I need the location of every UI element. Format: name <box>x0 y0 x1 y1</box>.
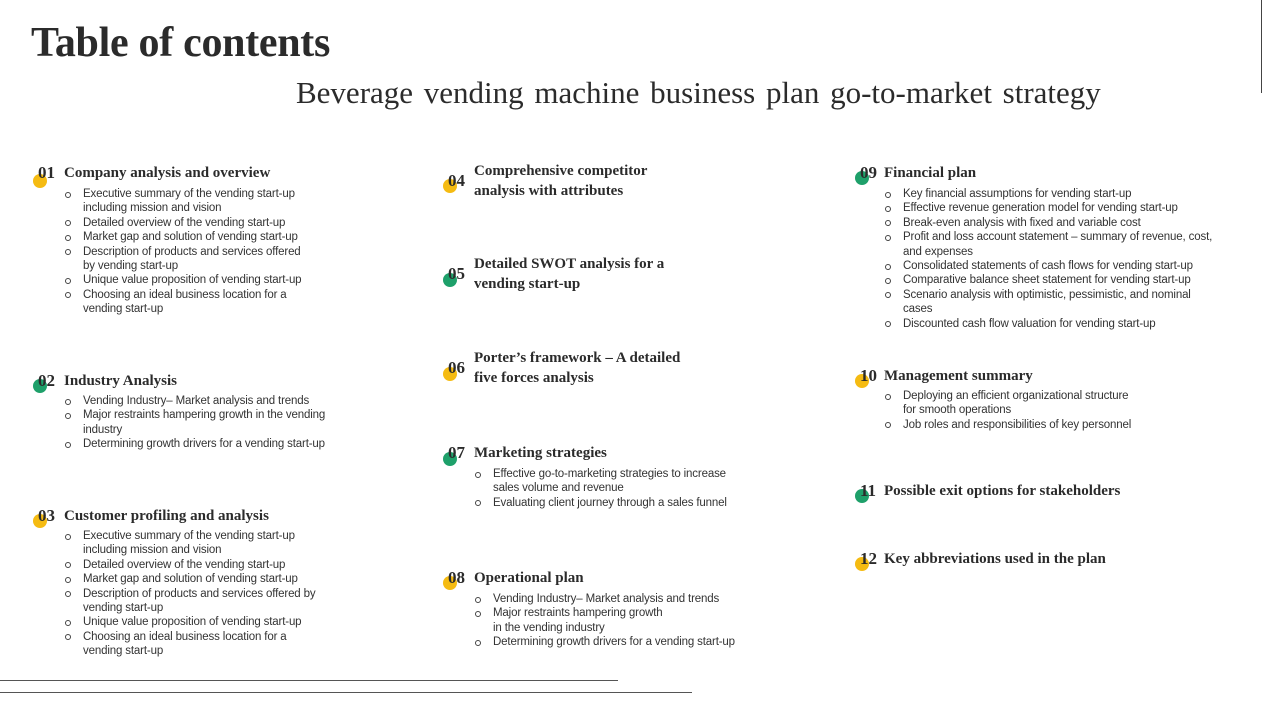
bullet-item: by vending start-up <box>83 260 178 273</box>
bullet-item: vending start-up <box>83 645 164 658</box>
section-title: Marketing strategies <box>474 445 607 461</box>
bullet-list <box>474 592 735 650</box>
section-title: Company analysis and overview <box>64 165 271 181</box>
section-title-line: Comprehensive competitor <box>474 163 648 179</box>
bullet-item: Executive summary of the vending start-up <box>64 529 315 543</box>
bullet-item: and expenses <box>903 245 973 258</box>
bullet-item: Major restraints hampering growth <box>474 606 735 620</box>
bullet-item: Description of products and services offered <box>64 245 301 259</box>
bullet-item: industry <box>83 423 123 436</box>
bullet-item: Evaluating client journey through a sales funnel <box>474 496 727 510</box>
bullet-item: Key financial assumptions for vending start-up <box>884 187 1212 201</box>
section-number: 05 <box>448 264 465 283</box>
bullet-item: Break-even analysis with fixed and variable cost <box>884 216 1212 230</box>
bullet-item: Unique value proposition of vending start-up <box>64 615 315 629</box>
bullet-item: Scenario analysis with optimistic, pessimistic, and nominal <box>884 288 1212 302</box>
bullet-item: Consolidated statements of cash flows for vending start-up <box>884 259 1212 273</box>
bullet-item: Job roles and responsibilities of key personnel <box>884 418 1131 432</box>
section-title-line: Porter’s framework – A detailed <box>474 350 681 366</box>
bullet-list <box>474 467 727 510</box>
bullet-item: including mission and vision <box>83 202 222 215</box>
bullet-item: Deploying an efficient organizational structure <box>884 389 1131 403</box>
section-number: 07 <box>448 443 465 462</box>
footer-divider <box>0 680 618 681</box>
bullet-item: for smooth operations <box>903 404 1012 417</box>
section-title-line: analysis with attributes <box>474 183 624 199</box>
bullet-item: Vending Industry– Market analysis and trends <box>474 592 735 606</box>
section-title-line: vending start-up <box>474 276 581 292</box>
section-number: 01 <box>38 163 55 182</box>
vertical-divider <box>1261 0 1262 93</box>
section-title-line: five forces analysis <box>474 370 594 386</box>
section-number: 08 <box>448 568 465 587</box>
bullet-item: Choosing an ideal business location for a <box>64 630 315 644</box>
bullet-item: Executive summary of the vending start-up <box>64 187 301 201</box>
bullet-item: in the vending industry <box>493 621 605 634</box>
section-title: Customer profiling and analysis <box>64 508 269 524</box>
bullet-item: Discounted cash flow valuation for vending start-up <box>884 317 1212 331</box>
bullet-item: sales volume and revenue <box>493 482 624 495</box>
bullet-item: Determining growth drivers for a vending start-up <box>474 635 735 649</box>
section-title-line: Detailed SWOT analysis for a <box>474 256 665 272</box>
section-title: Financial plan <box>884 165 977 181</box>
bullet-item: including mission and vision <box>83 544 222 557</box>
page-subtitle: Beverage vending machine business plan go-to-market strategy <box>296 75 1101 110</box>
footer-divider <box>0 692 692 693</box>
section-number: 02 <box>38 371 55 390</box>
bullet-list <box>64 529 315 659</box>
section-title: Possible exit options for stakeholders <box>884 483 1121 499</box>
section-title: Management summary <box>884 368 1033 384</box>
bullet-list <box>64 394 325 452</box>
bullet-item: Description of products and services offered by <box>64 587 315 601</box>
section-number: 09 <box>860 163 877 182</box>
bullet-item: Effective go-to-marketing strategies to increase <box>474 467 727 481</box>
bullet-list <box>884 389 1131 432</box>
bullet-item: vending start-up <box>83 602 164 615</box>
bullet-list <box>884 187 1212 331</box>
section-number: 12 <box>860 549 877 568</box>
bullet-item: Market gap and solution of vending start-up <box>64 230 301 244</box>
bullet-item: Comparative balance sheet statement for vending start-up <box>884 273 1212 287</box>
section-number: 03 <box>38 506 55 525</box>
bullet-item: Detailed overview of the vending start-up <box>64 558 315 572</box>
bullet-item: Effective revenue generation model for vending start-up <box>884 201 1212 215</box>
bullet-item: Detailed overview of the vending start-up <box>64 216 301 230</box>
bullet-item: Unique value proposition of vending start-up <box>64 273 301 287</box>
bullet-item: Choosing an ideal business location for a <box>64 288 301 302</box>
bullet-item: Major restraints hampering growth in the vending <box>64 408 325 422</box>
section-number: 04 <box>448 171 465 190</box>
bullet-item: Profit and loss account statement – summary of revenue, cost, <box>884 230 1212 244</box>
bullet-item: Market gap and solution of vending start-up <box>64 572 315 586</box>
section-number: 06 <box>448 358 465 377</box>
section-title: Industry Analysis <box>64 373 177 389</box>
bullet-item: Determining growth drivers for a vending start-up <box>64 437 325 451</box>
section-number: 10 <box>860 366 877 385</box>
section-title: Key abbreviations used in the plan <box>884 551 1106 567</box>
section-title: Operational plan <box>474 570 584 586</box>
bullet-list <box>64 187 301 317</box>
bullet-item: cases <box>903 303 933 316</box>
section-number: 11 <box>860 481 877 500</box>
page-title: Table of contents <box>31 20 331 66</box>
bullet-item: vending start-up <box>83 303 164 316</box>
bullet-item: Vending Industry– Market analysis and trends <box>64 394 325 408</box>
